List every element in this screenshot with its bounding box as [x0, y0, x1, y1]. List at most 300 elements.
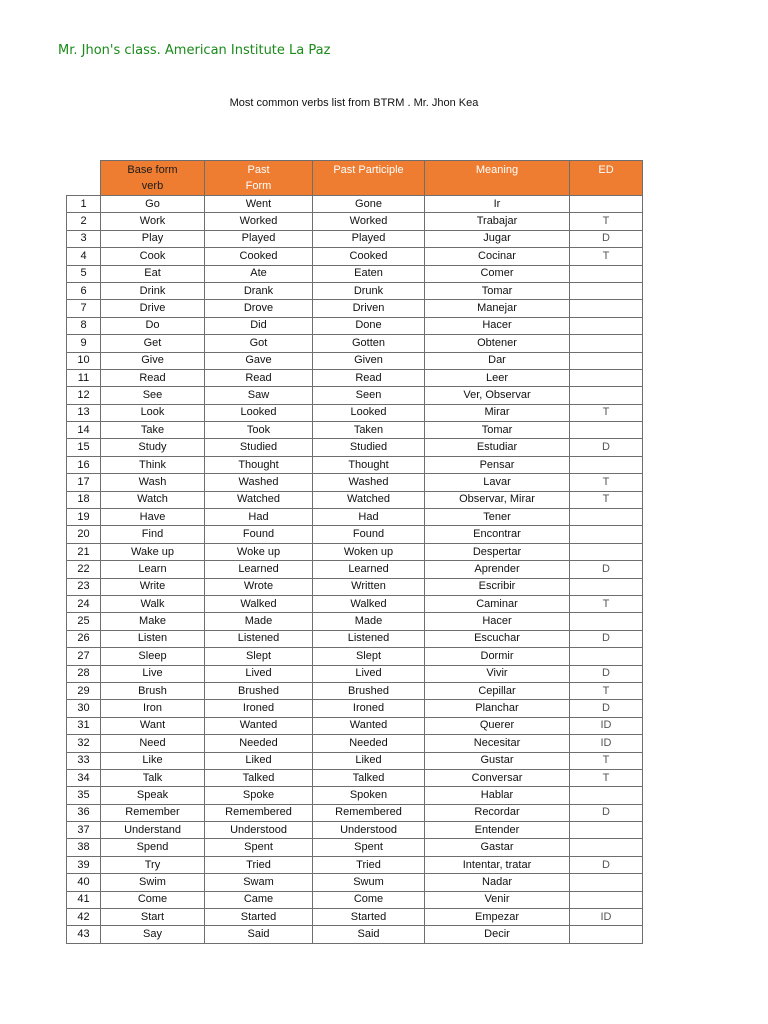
row-number: 20: [67, 526, 101, 543]
base-form-cell: Wash: [101, 474, 205, 491]
meaning-cell: Lavar: [425, 474, 570, 491]
past-participle-cell: Driven: [313, 300, 425, 317]
meaning-cell: Cocinar: [425, 248, 570, 265]
base-form-cell: Give: [101, 352, 205, 369]
past-form-cell: Woke up: [205, 543, 313, 560]
ed-cell: D: [570, 230, 643, 247]
past-form-cell: Needed: [205, 735, 313, 752]
row-number: 33: [67, 752, 101, 769]
past-form-cell: Worked: [205, 213, 313, 230]
verbs-table: [66, 160, 643, 944]
past-form-cell: Started: [205, 909, 313, 926]
past-participle-cell: Started: [313, 909, 425, 926]
table-row: [67, 822, 643, 839]
row-number: 35: [67, 787, 101, 804]
table-row: [67, 422, 643, 439]
base-form-cell: Watch: [101, 491, 205, 508]
table-row: [67, 909, 643, 926]
past-participle-cell: Found: [313, 526, 425, 543]
table-row: [67, 439, 643, 456]
table-row: [67, 282, 643, 299]
base-form-cell: Spend: [101, 839, 205, 856]
base-form-cell: Get: [101, 335, 205, 352]
meaning-cell: Conversar: [425, 769, 570, 786]
past-form-cell: Played: [205, 230, 313, 247]
past-form-cell: Said: [205, 926, 313, 943]
base-form-cell: Say: [101, 926, 205, 943]
past-form-cell: Read: [205, 369, 313, 386]
past-participle-cell: Spoken: [313, 787, 425, 804]
header-meaning: Meaning: [425, 161, 570, 196]
meaning-cell: Escuchar: [425, 630, 570, 647]
ed-cell: T: [570, 248, 643, 265]
base-form-cell: Write: [101, 578, 205, 595]
past-form-cell: Watched: [205, 491, 313, 508]
meaning-cell: Dormir: [425, 648, 570, 665]
row-number: 6: [67, 282, 101, 299]
meaning-cell: Escribir: [425, 578, 570, 595]
table-row: [67, 230, 643, 247]
past-participle-cell: Thought: [313, 456, 425, 473]
base-form-cell: Look: [101, 404, 205, 421]
ed-cell: [570, 874, 643, 891]
meaning-cell: Aprender: [425, 561, 570, 578]
ed-cell: [570, 456, 643, 473]
base-form-cell: Try: [101, 856, 205, 873]
base-form-cell: Have: [101, 509, 205, 526]
row-number: 39: [67, 856, 101, 873]
base-form-cell: Brush: [101, 682, 205, 699]
row-number: 1: [67, 196, 101, 213]
ed-cell: T: [570, 752, 643, 769]
row-number: 19: [67, 509, 101, 526]
meaning-cell: Necesitar: [425, 735, 570, 752]
base-form-cell: Play: [101, 230, 205, 247]
past-participle-cell: Walked: [313, 595, 425, 612]
row-number: 37: [67, 822, 101, 839]
meaning-cell: Estudiar: [425, 439, 570, 456]
meaning-cell: Hacer: [425, 317, 570, 334]
table-row: [67, 543, 643, 560]
past-form-cell: Made: [205, 613, 313, 630]
past-participle-cell: Needed: [313, 735, 425, 752]
past-form-cell: Spent: [205, 839, 313, 856]
meaning-cell: Jugar: [425, 230, 570, 247]
ed-cell: [570, 543, 643, 560]
past-form-cell: Studied: [205, 439, 313, 456]
past-participle-cell: Learned: [313, 561, 425, 578]
table-row: [67, 700, 643, 717]
table-row: [67, 787, 643, 804]
table-row: [67, 509, 643, 526]
row-number: 3: [67, 230, 101, 247]
table-row: [67, 317, 643, 334]
base-form-cell: Want: [101, 717, 205, 734]
meaning-cell: Entender: [425, 822, 570, 839]
past-form-cell: Listened: [205, 630, 313, 647]
table-row: [67, 474, 643, 491]
past-form-cell: Remembered: [205, 804, 313, 821]
past-form-cell: Thought: [205, 456, 313, 473]
meaning-cell: Encontrar: [425, 526, 570, 543]
class-title: Mr. Jhon's class. American Institute La Paz: [58, 43, 331, 58]
row-number: 30: [67, 700, 101, 717]
meaning-cell: Mirar: [425, 404, 570, 421]
past-form-cell: Swam: [205, 874, 313, 891]
table-row: [67, 752, 643, 769]
base-form-cell: Go: [101, 196, 205, 213]
table-row: [67, 213, 643, 230]
page-subtitle: Most common verbs list from BTRM . Mr. Jhon Kea: [229, 97, 479, 109]
row-number: 8: [67, 317, 101, 334]
meaning-cell: Cepillar: [425, 682, 570, 699]
verbs-table-body: [67, 196, 643, 944]
table-row: [67, 717, 643, 734]
ed-cell: [570, 578, 643, 595]
past-participle-cell: Woken up: [313, 543, 425, 560]
ed-cell: [570, 926, 643, 943]
meaning-cell: Vivir: [425, 665, 570, 682]
meaning-cell: Dar: [425, 352, 570, 369]
meaning-cell: Tomar: [425, 422, 570, 439]
past-participle-cell: Done: [313, 317, 425, 334]
base-form-cell: Think: [101, 456, 205, 473]
past-form-cell: Learned: [205, 561, 313, 578]
row-number: 13: [67, 404, 101, 421]
table-row: [67, 874, 643, 891]
ed-cell: T: [570, 682, 643, 699]
table-row: [67, 926, 643, 943]
table-row: [67, 613, 643, 630]
meaning-cell: Planchar: [425, 700, 570, 717]
past-participle-cell: Lived: [313, 665, 425, 682]
header-ed: ED: [570, 161, 643, 196]
past-form-cell: Looked: [205, 404, 313, 421]
table-row: [67, 352, 643, 369]
table-row: [67, 491, 643, 508]
meaning-cell: Nadar: [425, 874, 570, 891]
row-number: 9: [67, 335, 101, 352]
past-participle-cell: Remembered: [313, 804, 425, 821]
past-participle-cell: Ironed: [313, 700, 425, 717]
meaning-cell: Decir: [425, 926, 570, 943]
base-form-cell: Understand: [101, 822, 205, 839]
ed-cell: D: [570, 665, 643, 682]
past-participle-cell: Written: [313, 578, 425, 595]
ed-cell: [570, 265, 643, 282]
base-form-cell: Find: [101, 526, 205, 543]
base-form-cell: Study: [101, 439, 205, 456]
past-form-cell: Liked: [205, 752, 313, 769]
meaning-cell: Gastar: [425, 839, 570, 856]
table-row: [67, 769, 643, 786]
header-base-form: [101, 161, 205, 196]
table-row: [67, 248, 643, 265]
row-number: 22: [67, 561, 101, 578]
ed-cell: [570, 196, 643, 213]
row-number: 34: [67, 769, 101, 786]
past-form-cell: Cooked: [205, 248, 313, 265]
ed-cell: [570, 352, 643, 369]
meaning-cell: Obtener: [425, 335, 570, 352]
row-number: 32: [67, 735, 101, 752]
past-form-cell: Got: [205, 335, 313, 352]
base-form-cell: Swim: [101, 874, 205, 891]
past-form-cell: Understood: [205, 822, 313, 839]
base-form-cell: Like: [101, 752, 205, 769]
row-number: 36: [67, 804, 101, 821]
table-row: [67, 404, 643, 421]
base-form-cell: Make: [101, 613, 205, 630]
past-participle-cell: Come: [313, 891, 425, 908]
header-base-form-line1: Base form: [127, 164, 178, 176]
past-participle-cell: Worked: [313, 213, 425, 230]
table-row: [67, 595, 643, 612]
row-number: 38: [67, 839, 101, 856]
ed-cell: T: [570, 404, 643, 421]
ed-cell: [570, 839, 643, 856]
ed-cell: T: [570, 595, 643, 612]
meaning-cell: Hacer: [425, 613, 570, 630]
table-row: [67, 387, 643, 404]
base-form-cell: Take: [101, 422, 205, 439]
base-form-cell: Come: [101, 891, 205, 908]
table-row: [67, 369, 643, 386]
row-number: 5: [67, 265, 101, 282]
past-form-cell: Ironed: [205, 700, 313, 717]
past-participle-cell: Cooked: [313, 248, 425, 265]
ed-cell: T: [570, 491, 643, 508]
base-form-cell: Walk: [101, 595, 205, 612]
table-row: [67, 335, 643, 352]
table-row: [67, 526, 643, 543]
ed-cell: [570, 282, 643, 299]
meaning-cell: Leer: [425, 369, 570, 386]
past-participle-cell: Listened: [313, 630, 425, 647]
ed-cell: T: [570, 213, 643, 230]
past-form-cell: Went: [205, 196, 313, 213]
ed-cell: [570, 369, 643, 386]
past-form-cell: Wanted: [205, 717, 313, 734]
table-row: [67, 735, 643, 752]
past-participle-cell: Made: [313, 613, 425, 630]
row-number: 41: [67, 891, 101, 908]
past-participle-cell: Gone: [313, 196, 425, 213]
ed-cell: [570, 787, 643, 804]
meaning-cell: Hablar: [425, 787, 570, 804]
past-participle-cell: Washed: [313, 474, 425, 491]
past-form-cell: Washed: [205, 474, 313, 491]
meaning-cell: Trabajar: [425, 213, 570, 230]
header-past-form-line1: Past: [247, 164, 270, 176]
row-number: 43: [67, 926, 101, 943]
header-past-form-line2: Form: [245, 180, 272, 192]
table-row: [67, 196, 643, 213]
row-number: 27: [67, 648, 101, 665]
table-row: [67, 804, 643, 821]
ed-cell: D: [570, 700, 643, 717]
row-number: 10: [67, 352, 101, 369]
past-form-cell: Wrote: [205, 578, 313, 595]
base-form-cell: Do: [101, 317, 205, 334]
past-form-cell: Had: [205, 509, 313, 526]
ed-cell: [570, 891, 643, 908]
row-number: 15: [67, 439, 101, 456]
past-form-cell: Slept: [205, 648, 313, 665]
meaning-cell: Venir: [425, 891, 570, 908]
past-participle-cell: Gotten: [313, 335, 425, 352]
ed-cell: [570, 422, 643, 439]
header-past-participle: Past Participle: [313, 161, 425, 196]
past-participle-cell: Liked: [313, 752, 425, 769]
header-blank-cell: [67, 161, 101, 196]
meaning-cell: Ir: [425, 196, 570, 213]
table-row: [67, 265, 643, 282]
ed-cell: [570, 648, 643, 665]
table-row: [67, 578, 643, 595]
base-form-cell: Learn: [101, 561, 205, 578]
base-form-cell: Live: [101, 665, 205, 682]
base-form-cell: Sleep: [101, 648, 205, 665]
meaning-cell: Pensar: [425, 456, 570, 473]
meaning-cell: Observar, Mirar: [425, 491, 570, 508]
ed-cell: [570, 300, 643, 317]
row-number: 42: [67, 909, 101, 926]
past-form-cell: Lived: [205, 665, 313, 682]
past-form-cell: Gave: [205, 352, 313, 369]
ed-cell: [570, 387, 643, 404]
base-form-cell: Eat: [101, 265, 205, 282]
table-row: [67, 630, 643, 647]
row-number: 18: [67, 491, 101, 508]
meaning-cell: Caminar: [425, 595, 570, 612]
past-form-cell: Drank: [205, 282, 313, 299]
row-number: 28: [67, 665, 101, 682]
past-form-cell: Did: [205, 317, 313, 334]
base-form-cell: Talk: [101, 769, 205, 786]
meaning-cell: Tener: [425, 509, 570, 526]
base-form-cell: Cook: [101, 248, 205, 265]
ed-cell: ID: [570, 909, 643, 926]
base-form-cell: Read: [101, 369, 205, 386]
ed-cell: ID: [570, 717, 643, 734]
base-form-cell: Drink: [101, 282, 205, 299]
base-form-cell: See: [101, 387, 205, 404]
meaning-cell: Empezar: [425, 909, 570, 926]
ed-cell: D: [570, 856, 643, 873]
ed-cell: T: [570, 769, 643, 786]
meaning-cell: Recordar: [425, 804, 570, 821]
base-form-cell: Remember: [101, 804, 205, 821]
base-form-cell: Start: [101, 909, 205, 926]
row-number: 16: [67, 456, 101, 473]
base-form-cell: Iron: [101, 700, 205, 717]
table-row: [67, 456, 643, 473]
past-participle-cell: Spent: [313, 839, 425, 856]
header-past-form: [205, 161, 313, 196]
table-row: [67, 839, 643, 856]
past-participle-cell: Watched: [313, 491, 425, 508]
row-number: 23: [67, 578, 101, 595]
row-number: 12: [67, 387, 101, 404]
meaning-cell: Gustar: [425, 752, 570, 769]
table-row: [67, 300, 643, 317]
past-participle-cell: Read: [313, 369, 425, 386]
past-form-cell: Talked: [205, 769, 313, 786]
past-form-cell: Spoke: [205, 787, 313, 804]
base-form-cell: Work: [101, 213, 205, 230]
past-form-cell: Drove: [205, 300, 313, 317]
row-number: 2: [67, 213, 101, 230]
base-form-cell: Listen: [101, 630, 205, 647]
past-participle-cell: Slept: [313, 648, 425, 665]
meaning-cell: Intentar, tratar: [425, 856, 570, 873]
past-participle-cell: Had: [313, 509, 425, 526]
past-form-cell: Came: [205, 891, 313, 908]
past-form-cell: Found: [205, 526, 313, 543]
past-participle-cell: Studied: [313, 439, 425, 456]
ed-cell: D: [570, 439, 643, 456]
past-participle-cell: Taken: [313, 422, 425, 439]
row-number: 29: [67, 682, 101, 699]
row-number: 7: [67, 300, 101, 317]
row-number: 21: [67, 543, 101, 560]
past-form-cell: Brushed: [205, 682, 313, 699]
row-number: 24: [67, 595, 101, 612]
past-participle-cell: Looked: [313, 404, 425, 421]
past-form-cell: Saw: [205, 387, 313, 404]
meaning-cell: Despertar: [425, 543, 570, 560]
ed-cell: [570, 613, 643, 630]
meaning-cell: Querer: [425, 717, 570, 734]
past-participle-cell: Wanted: [313, 717, 425, 734]
past-participle-cell: Seen: [313, 387, 425, 404]
row-number: 40: [67, 874, 101, 891]
ed-cell: [570, 317, 643, 334]
past-form-cell: Ate: [205, 265, 313, 282]
ed-cell: ID: [570, 735, 643, 752]
past-participle-cell: Eaten: [313, 265, 425, 282]
ed-cell: [570, 509, 643, 526]
past-participle-cell: Drunk: [313, 282, 425, 299]
base-form-cell: Wake up: [101, 543, 205, 560]
past-form-cell: Took: [205, 422, 313, 439]
past-participle-cell: Swum: [313, 874, 425, 891]
table-row: [67, 891, 643, 908]
past-participle-cell: Said: [313, 926, 425, 943]
row-number: 31: [67, 717, 101, 734]
past-form-cell: Walked: [205, 595, 313, 612]
past-participle-cell: Understood: [313, 822, 425, 839]
base-form-cell: Need: [101, 735, 205, 752]
table-row: [67, 665, 643, 682]
past-form-cell: Tried: [205, 856, 313, 873]
header-base-form-line2: verb: [141, 180, 164, 192]
past-participle-cell: Talked: [313, 769, 425, 786]
row-number: 26: [67, 630, 101, 647]
ed-cell: D: [570, 561, 643, 578]
past-participle-cell: Given: [313, 352, 425, 369]
meaning-cell: Comer: [425, 265, 570, 282]
meaning-cell: Manejar: [425, 300, 570, 317]
past-participle-cell: Played: [313, 230, 425, 247]
table-row: [67, 561, 643, 578]
ed-cell: [570, 822, 643, 839]
row-number: 4: [67, 248, 101, 265]
table-row: [67, 648, 643, 665]
meaning-cell: Ver, Observar: [425, 387, 570, 404]
row-number: 11: [67, 369, 101, 386]
